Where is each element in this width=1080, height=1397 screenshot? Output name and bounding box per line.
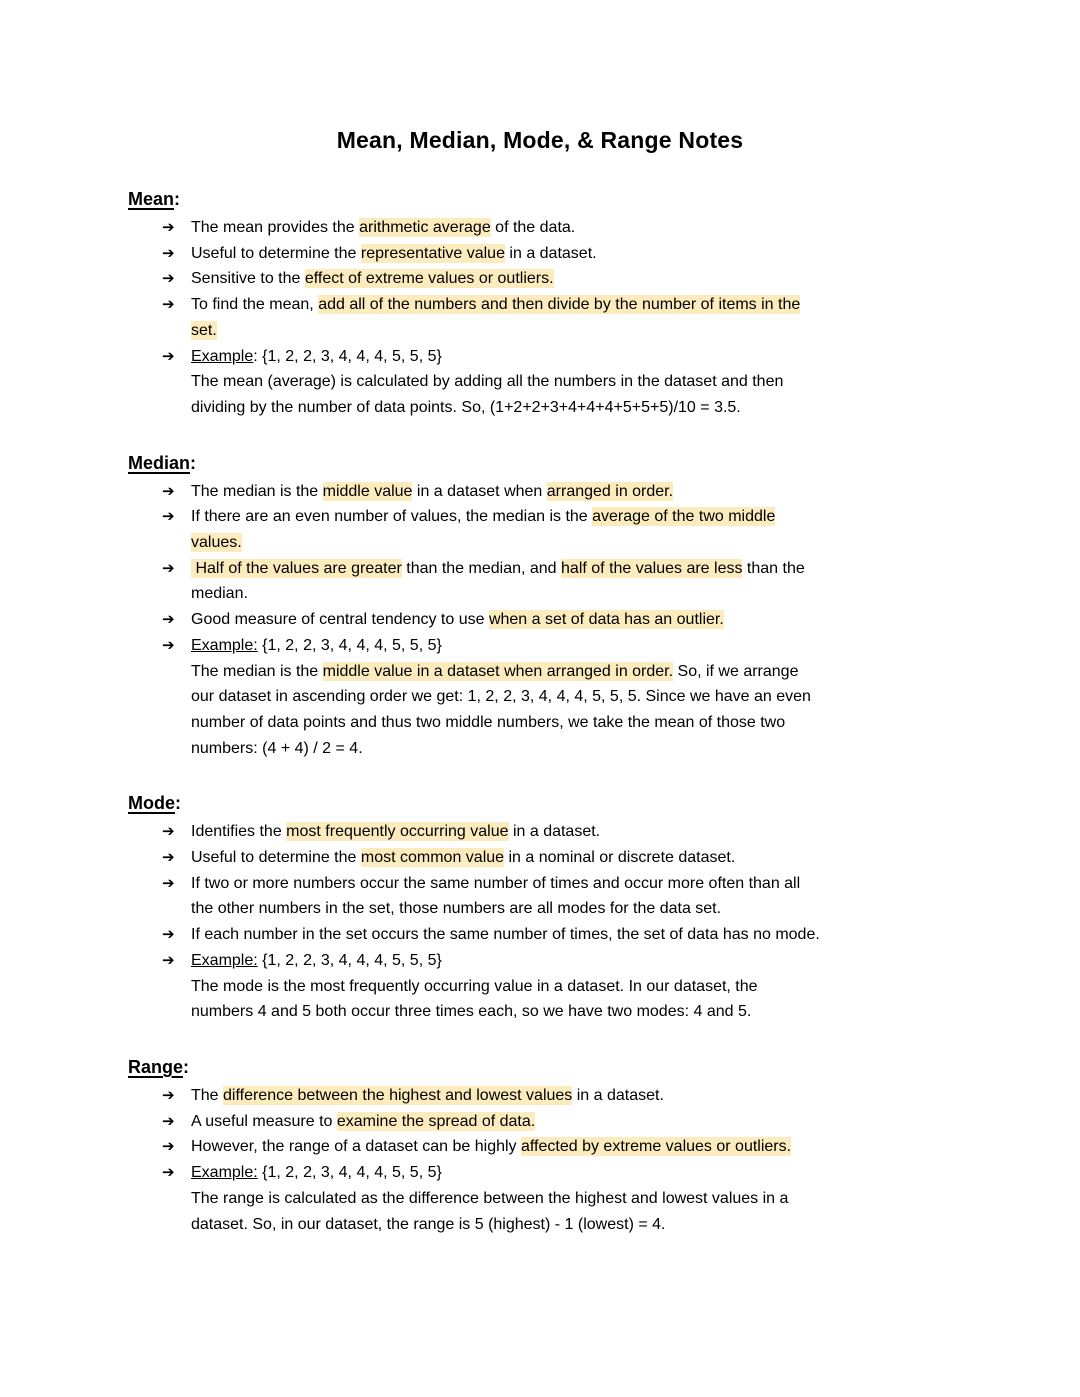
arrow-bullet-icon: ➔ <box>162 347 175 365</box>
text-segment: To find the mean, <box>191 296 319 314</box>
section-heading-colon: : <box>183 1056 190 1077</box>
text-line <box>191 896 952 922</box>
text-segment: If two or more numbers occur the same number of times and occur more often than all <box>191 874 801 892</box>
arrow-bullet-icon: ➔ <box>162 270 175 288</box>
arrow-bullet-icon: ➔ <box>162 559 175 577</box>
section-heading-text: Mean <box>128 189 175 209</box>
highlighted-text: middle value <box>322 482 413 500</box>
bullet-item <box>162 871 952 922</box>
text-segment: Useful to determine the <box>191 849 361 867</box>
text-line <box>191 395 952 421</box>
arrow-bullet-icon: ➔ <box>162 482 175 500</box>
section-heading-median <box>128 451 952 475</box>
bullet-text <box>191 215 952 241</box>
text-line <box>191 241 952 267</box>
highlighted-text: middle value in a dataset when arranged in order. <box>322 662 674 680</box>
bullet-text <box>191 266 952 292</box>
text-segment: {1, 2, 2, 3, 4, 4, 4, 5, 5, 5} <box>257 951 442 969</box>
text-line <box>191 736 952 762</box>
highlighted-text: representative value <box>360 244 505 262</box>
text-line <box>191 633 952 659</box>
text-segment: in a dataset. <box>508 823 601 841</box>
text-segment: Good measure of central tendency to use <box>191 611 489 629</box>
text-line <box>191 530 952 556</box>
document-content <box>128 127 952 1237</box>
text-line <box>191 871 952 897</box>
section-heading-text: Median <box>128 452 191 473</box>
highlighted-text: values. <box>191 534 242 552</box>
text-line <box>191 710 952 736</box>
text-segment: Useful to determine the <box>191 244 361 262</box>
bullet-item <box>162 1134 952 1160</box>
text-line <box>191 504 952 530</box>
text-segment: The mode is the most frequently occurring value in a dataset. In our dataset, the <box>191 977 758 995</box>
text-segment: numbers 4 and 5 both occur three times each, so we have two modes: 4 and 5. <box>191 1003 752 1021</box>
text-segment: {1, 2, 2, 3, 4, 4, 4, 5, 5, 5} <box>257 1164 442 1182</box>
text-line <box>191 1160 952 1186</box>
highlighted-text: set. <box>191 321 217 339</box>
text-segment: in a dataset when <box>412 482 547 500</box>
text-segment: than the <box>742 559 805 577</box>
arrow-bullet-icon: ➔ <box>162 1112 175 1130</box>
bullet-text <box>191 1083 952 1109</box>
bullet-text <box>191 479 952 505</box>
arrow-bullet-icon: ➔ <box>162 951 175 969</box>
highlighted-text: average of the two middle <box>592 508 776 526</box>
text-segment: in a dataset. <box>572 1086 664 1104</box>
page-title: Mean, Median, Mode, & Range Notes <box>336 127 744 153</box>
highlighted-text: difference between the highest and lowest values <box>223 1086 573 1104</box>
section-heading-colon: : <box>190 452 197 473</box>
document-body <box>128 187 952 1237</box>
arrow-bullet-icon: ➔ <box>162 874 175 892</box>
text-segment: Identifies the <box>191 823 287 841</box>
text-line <box>191 659 952 685</box>
bullet-list <box>128 1083 952 1237</box>
text-segment: The range is calculated as the difference between the highest and lowest values in a <box>191 1189 789 1207</box>
arrow-bullet-icon: ➔ <box>162 849 175 867</box>
section-heading-mode <box>128 791 952 815</box>
text-line <box>191 819 952 845</box>
bullet-text <box>191 1134 952 1160</box>
highlighted-text: arranged in order. <box>546 482 674 500</box>
text-segment: : {1, 2, 2, 3, 4, 4, 4, 5, 5, 5} <box>253 347 442 365</box>
section-heading-mean <box>128 187 952 211</box>
bullet-text <box>191 556 952 607</box>
text-line <box>191 922 952 948</box>
bullet-item <box>162 556 952 607</box>
text-segment: The mean (average) is calculated by adding all the numbers in the dataset and then <box>191 373 784 391</box>
arrow-bullet-icon: ➔ <box>162 823 175 841</box>
section-range <box>128 1055 952 1237</box>
text-line <box>191 999 952 1025</box>
text-line <box>191 369 952 395</box>
bullet-item <box>162 241 952 267</box>
bullet-text <box>191 504 952 555</box>
bullet-text <box>191 607 952 633</box>
bullet-item <box>162 845 952 871</box>
section-heading-text: Range <box>128 1056 184 1077</box>
text-segment: The <box>191 1086 224 1104</box>
bullet-item <box>162 344 952 421</box>
text-segment: A useful measure to <box>191 1112 337 1130</box>
bullet-item <box>162 607 952 633</box>
arrow-bullet-icon: ➔ <box>162 219 175 236</box>
highlighted-text: when a set of data has an outlier. <box>488 611 724 629</box>
text-segment: If each number in the set occurs the same number of times, the set of data has no mode. <box>191 926 820 944</box>
highlighted-text: add all of the numbers and then divide by the number of items in the <box>318 296 801 314</box>
highlighted-text: arithmetic average <box>359 219 491 236</box>
text-segment: our dataset in ascending order we get: 1, 2, 2, 3, 4, 4, 4, 5, 5, 5. Since we have an even <box>191 688 811 706</box>
bullet-text <box>191 241 952 267</box>
highlighted-text: examine the spread of data. <box>336 1112 536 1130</box>
text-line <box>191 845 952 871</box>
bullet-text <box>191 633 952 762</box>
text-line <box>191 266 952 292</box>
bullet-text <box>191 1160 952 1237</box>
bullet-item <box>162 1109 952 1135</box>
section-mode <box>128 791 952 1025</box>
text-segment: numbers: (4 + 4) / 2 = 4. <box>191 739 363 757</box>
text-line <box>191 1134 952 1160</box>
highlighted-text: most frequently occurring value <box>286 823 509 841</box>
text-line <box>191 581 952 607</box>
bullet-item <box>162 292 952 343</box>
highlighted-text: most common value <box>360 849 505 867</box>
bullet-text <box>191 819 952 845</box>
bullet-item <box>162 1083 952 1109</box>
arrow-bullet-icon: ➔ <box>162 611 175 629</box>
text-segment: than the median, and <box>401 559 562 577</box>
text-segment: The median is the <box>191 662 323 680</box>
text-line <box>191 1212 952 1238</box>
text-line <box>191 344 952 370</box>
highlighted-text: effect of extreme values or outliers. <box>304 270 554 288</box>
text-segment: The mean provides the <box>191 219 360 236</box>
text-line <box>191 1083 952 1109</box>
bullet-item <box>162 479 952 505</box>
arrow-bullet-icon: ➔ <box>162 244 175 262</box>
text-line <box>191 684 952 710</box>
bullet-item <box>162 215 952 241</box>
text-line <box>191 1109 952 1135</box>
text-segment: Sensitive to the <box>191 270 305 288</box>
text-segment: If there are an even number of values, the median is the <box>191 508 593 526</box>
underlined-text: Example <box>191 347 254 365</box>
bullet-item <box>162 1160 952 1237</box>
section-heading-range <box>128 1055 952 1079</box>
bullet-list <box>128 215 952 421</box>
highlighted-text: Half of the values are greater <box>191 559 402 577</box>
arrow-bullet-icon: ➔ <box>162 1164 175 1182</box>
text-segment: of the data. <box>490 219 576 236</box>
section-mean <box>128 187 952 421</box>
text-segment: So, if we arrange <box>673 662 799 680</box>
text-line <box>191 974 952 1000</box>
text-segment: in a dataset. <box>504 244 597 262</box>
text-segment: in a nominal or discrete dataset. <box>504 849 736 867</box>
text-line <box>191 479 952 505</box>
text-line <box>191 1186 952 1212</box>
text-line <box>191 215 952 241</box>
text-line <box>191 292 952 318</box>
arrow-bullet-icon: ➔ <box>162 1138 175 1156</box>
bullet-list <box>128 819 952 1025</box>
arrow-bullet-icon: ➔ <box>162 636 175 654</box>
text-segment: the other numbers in the set, those numbers are all modes for the data set. <box>191 900 722 918</box>
text-segment: median. <box>191 585 248 603</box>
text-segment: dividing by the number of data points. So, (1+2+2+3+4+4+4+5+5+5)/10 = 3.5. <box>191 398 741 416</box>
bullet-text <box>191 344 952 421</box>
text-segment: {1, 2, 2, 3, 4, 4, 4, 5, 5, 5} <box>257 636 442 654</box>
section-heading-colon: : <box>175 793 181 814</box>
arrow-bullet-icon: ➔ <box>162 926 175 944</box>
bullet-item <box>162 948 952 1025</box>
highlighted-text: affected by extreme values or outliers. <box>521 1138 792 1156</box>
arrow-bullet-icon: ➔ <box>162 508 175 526</box>
bullet-text <box>191 1109 952 1135</box>
bullet-item <box>162 922 952 948</box>
text-line <box>191 607 952 633</box>
text-line <box>191 318 952 344</box>
text-segment: The median is the <box>191 482 323 500</box>
underlined-text: Example: <box>191 636 258 654</box>
text-segment: dataset. So, in our dataset, the range is 5 (highest) - 1 (lowest) = 4. <box>191 1215 666 1233</box>
highlighted-text: half of the values are less <box>561 559 743 577</box>
text-segment: However, the range of a dataset can be highly <box>191 1138 521 1156</box>
text-line <box>191 948 952 974</box>
bullet-text <box>191 845 952 871</box>
underlined-text: Example: <box>191 1164 258 1182</box>
bullet-item <box>162 504 952 555</box>
section-heading-colon: : <box>174 189 181 209</box>
bullet-text <box>191 922 952 948</box>
bullet-text <box>191 292 952 343</box>
section-median <box>128 451 952 762</box>
text-segment: number of data points and thus two middle numbers, we take the mean of those two <box>191 713 786 731</box>
arrow-bullet-icon: ➔ <box>162 296 175 314</box>
bullet-text <box>191 948 952 1025</box>
bullet-item <box>162 633 952 762</box>
underlined-text: Example: <box>191 951 258 969</box>
bullet-item <box>162 266 952 292</box>
arrow-bullet-icon: ➔ <box>162 1086 175 1104</box>
bullet-item <box>162 819 952 845</box>
text-line <box>191 556 952 582</box>
section-heading-text: Mode <box>128 793 175 814</box>
bullet-text <box>191 871 952 922</box>
bullet-list <box>128 479 952 762</box>
